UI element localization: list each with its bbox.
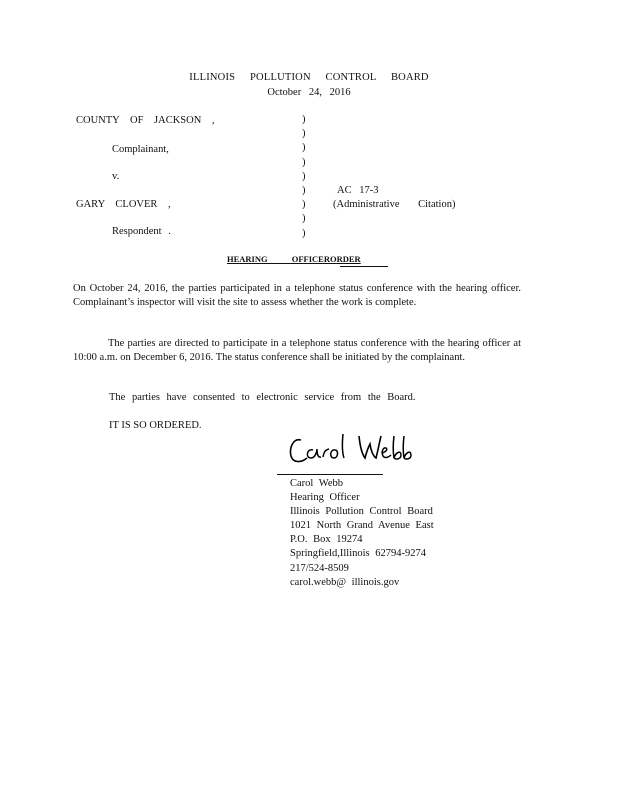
so-ordered: IT IS SO ORDERED. <box>109 420 202 431</box>
paren: ) <box>302 170 306 182</box>
address-po-box: P.O. Box 19274 <box>290 534 363 546</box>
paren: ) <box>302 128 306 140</box>
paren: ) <box>302 213 306 225</box>
complainant-name: COUNTY OF JACKSON , <box>76 115 215 126</box>
respondent-name: GARY CLOVER , <box>76 199 171 210</box>
paren: ) <box>302 199 306 211</box>
signature-line <box>277 474 383 475</box>
paren: ) <box>302 114 306 125</box>
address-city: Springfield,Illinois 62794-9274 <box>290 548 426 560</box>
handwritten-signature <box>287 430 417 474</box>
versus-label: v. <box>112 171 120 182</box>
paren: ) <box>302 227 306 239</box>
caption-parentheses <box>302 113 312 241</box>
address-street: 1021 North Grand Avenue East <box>290 520 434 532</box>
complainant-role: Complainant, <box>112 144 169 155</box>
heading-underline <box>340 266 388 267</box>
signer-name: Carol Webb <box>290 478 343 489</box>
paren: ) <box>302 156 306 168</box>
board-title: ILLINOIS POLLUTION CONTROL BOARD <box>189 72 429 83</box>
phone-number: 217/524-8509 <box>290 562 349 574</box>
case-type: (Administrative Citation) <box>333 199 456 210</box>
paragraph-electronic-service: The parties have consented to electronic service from the Board. <box>109 392 416 403</box>
signature-block <box>290 477 434 590</box>
respondent-role: Respondent . <box>112 226 171 237</box>
case-number: AC 17-3 <box>337 185 379 196</box>
paren: ) <box>302 142 306 154</box>
order-heading: HEARING OFFICERORDER <box>227 254 361 264</box>
paragraph-status-conference: On October 24, 2016, the parties participated in a telephone status conference with the hearing officer. Complainant’s inspector will visit the site to assess whether the work is complete. <box>73 283 521 308</box>
signer-organization: Illinois Pollution Control Board <box>290 506 433 518</box>
paragraph-directive: The parties are directed to participate in a telephone status conference with the hearing officer at 10:00 a.m. on December 6, 2016. The status conference shall be initiated by the complainant. <box>73 338 521 363</box>
order-date: October 24, 2016 <box>267 87 351 98</box>
email-address: carol.webb@ illinois.gov <box>290 576 400 588</box>
paren: ) <box>302 184 306 196</box>
signer-title: Hearing Officer <box>290 492 360 504</box>
